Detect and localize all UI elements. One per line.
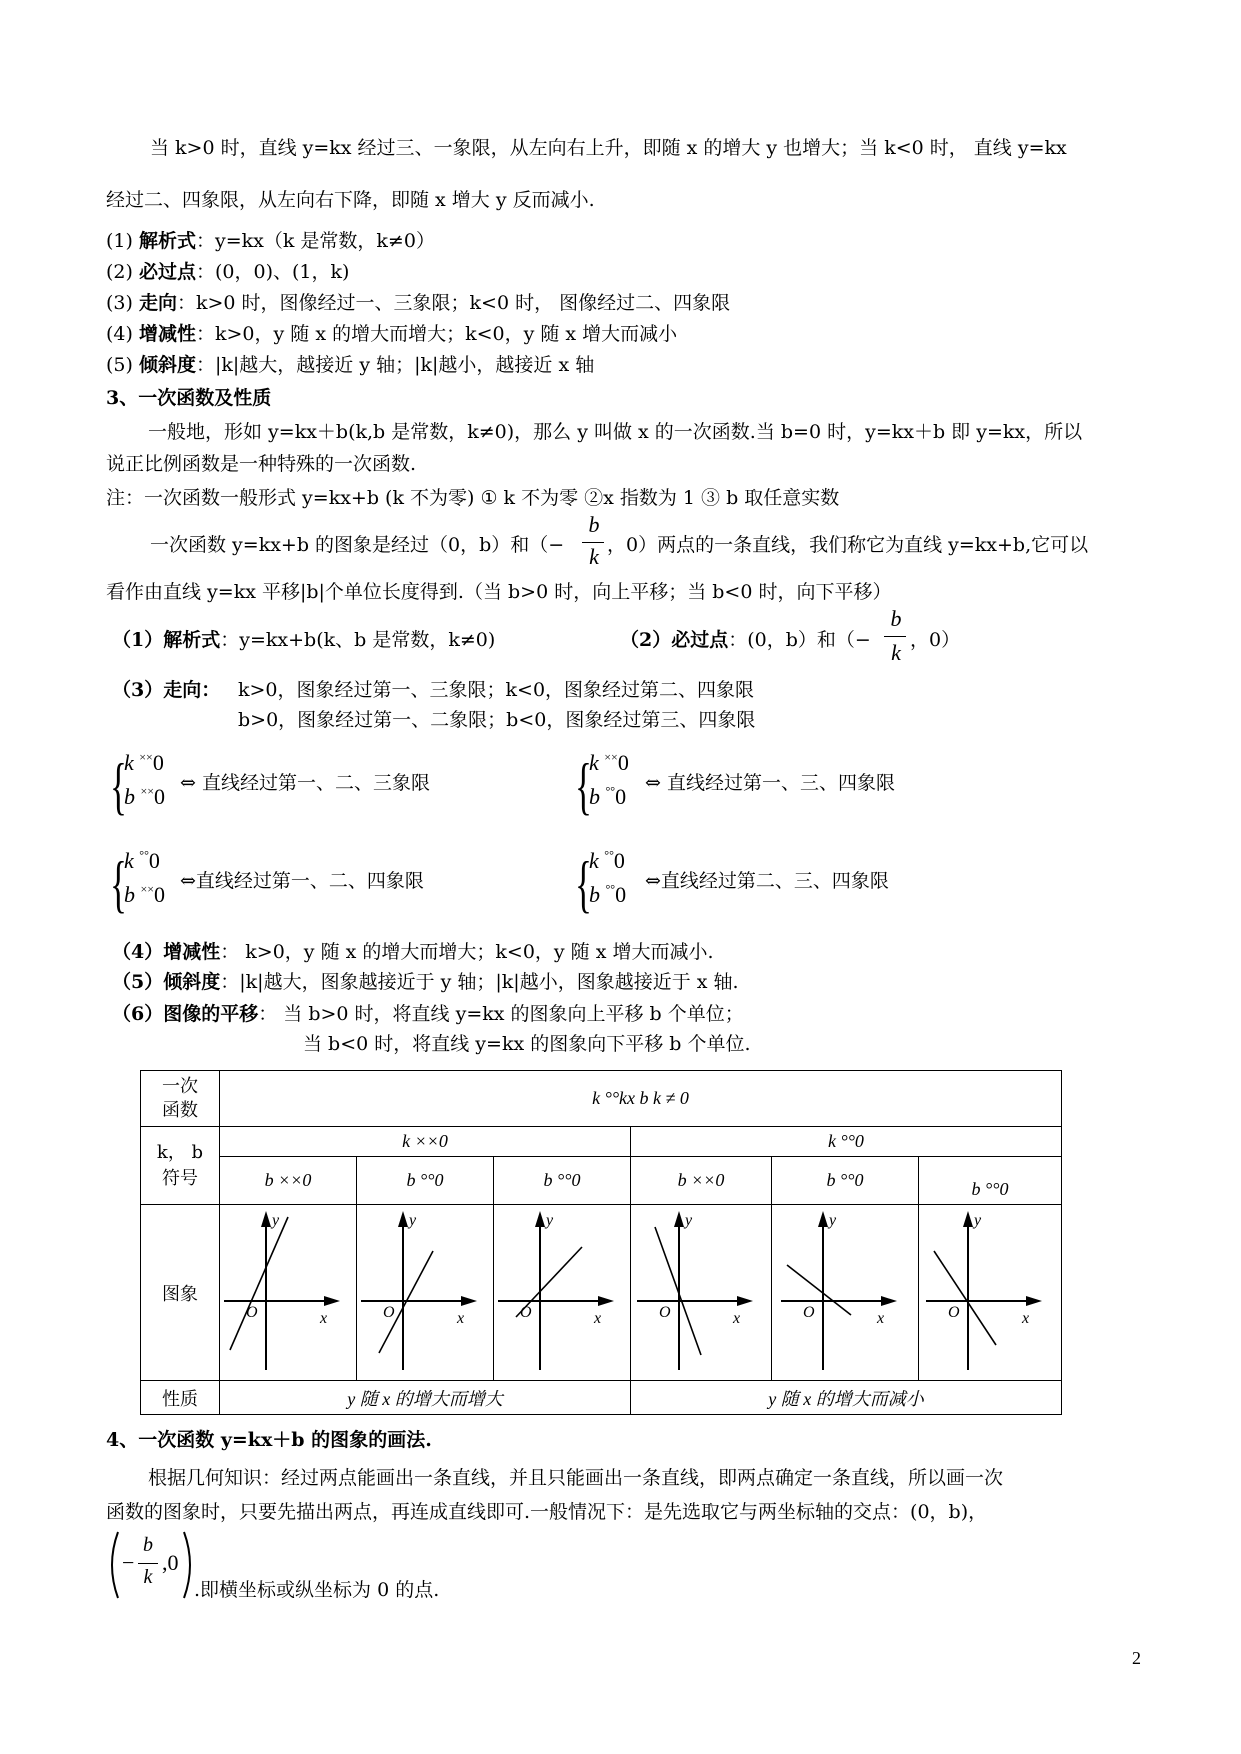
graph-line [230, 1217, 288, 1350]
x-axis-arrow [461, 1296, 477, 1306]
prop1-item: (5) 倾斜度：|k|越大，越接近 y 轴；|k|越小，越接近 x 轴 [106, 354, 595, 376]
system-k-row: k °°0 [589, 848, 625, 873]
system-b-row: b ××0 [124, 784, 166, 809]
linear-prop-4: （4）增减性： k>0，y 随 x 的增大而增大；k<0，y 随 x 增大而减小. [112, 941, 714, 963]
y-label: y [546, 1212, 554, 1229]
table-head-function: 一次 函数 [141, 1071, 220, 1127]
linear-prop-6: （6）图像的平移： 当 b>0 时，将直线 y=kx 的图象向上平移 b 个单位； [112, 1003, 744, 1025]
y-axis-arrow [398, 1211, 408, 1227]
table-head-graph: 图象 [141, 1205, 220, 1381]
linear-prop-2: （2）必过点：(0，b）和（− [620, 629, 871, 651]
line-graph [777, 1205, 913, 1375]
section3-para1-line1: 一般地，形如 y=kx＋b(k,b 是常数，k≠0)，那么 y 叫做 x 的一次函数.当 b=0 时，y=kx＋b 即 y=kx，所以 [148, 421, 1083, 443]
graph-line [787, 1265, 851, 1315]
brace: { [575, 750, 592, 821]
x-axis-arrow [598, 1296, 614, 1306]
y-label: y [272, 1212, 280, 1229]
point-minus: − [122, 1550, 135, 1575]
origin-label: O [383, 1304, 395, 1321]
table-k-negative: k °°0 [631, 1127, 1062, 1157]
x-label: x [877, 1310, 885, 1327]
brace: { [110, 750, 127, 821]
table-b-sign: b ××0 [220, 1157, 357, 1205]
origin-label: O [246, 1304, 258, 1321]
brace: { [575, 848, 592, 919]
frac-denominator-2: k [891, 640, 901, 665]
system-k-row: k ××0 [589, 750, 629, 775]
graph-line [934, 1251, 996, 1345]
table-head-property: 性质 [141, 1381, 220, 1415]
table-head-signs: k， b 符号 [141, 1127, 220, 1205]
y-label: y [974, 1212, 982, 1229]
brace: { [110, 848, 127, 919]
frac-bar [582, 542, 604, 543]
section4-heading: 4、一次函数 y=kx＋b 的图象的画法. [106, 1429, 432, 1451]
graph-cell [919, 1205, 1062, 1381]
x-axis-arrow [737, 1296, 753, 1306]
section3-para3: 看作由直线 y=kx 平移|b|个单位长度得到.（当 b>0 时，向上平移；当 b<0 时，向下平移） [106, 581, 892, 603]
point-frac-bar [138, 1563, 158, 1564]
linear-prop-3: （3）走向： [112, 679, 221, 701]
frac-numerator: b [588, 512, 600, 537]
table-b-sign: b °°0 [494, 1157, 631, 1205]
system-b-row: b °°0 [589, 882, 627, 907]
frac-bar-2 [884, 636, 906, 637]
x-label: x [733, 1310, 741, 1327]
line-graph [357, 1205, 493, 1375]
section3-note: 注：一次函数一般形式 y=kx+b (k 不为零) ① k 不为零 ②x 指数为 1 ③ b 取任意实数 [106, 487, 840, 509]
x-label: x [320, 1310, 328, 1327]
graph-cell [772, 1205, 919, 1381]
y-axis-arrow [963, 1211, 973, 1227]
origin-label: O [948, 1304, 960, 1321]
linear-prop-6-line2: 当 b<0 时，将直线 y=kx 的图象向下平移 b 个单位. [303, 1033, 751, 1055]
section4-line1: 根据几何知识：经过两点能画出一条直线，并且只能画出一条直线，即两点确定一条直线，所以画一次 [148, 1467, 1004, 1489]
system-k-row: k °°0 [124, 848, 160, 873]
y-label: y [409, 1212, 417, 1229]
point-zero: ,0 [162, 1550, 179, 1575]
graph-cell [631, 1205, 772, 1381]
origin-label: O [520, 1304, 532, 1321]
linear-prop-5: （5）倾斜度：|k|越大，图象越接近于 y 轴；|k|越小，图象越接近于 x 轴. [112, 971, 739, 993]
x-label: x [1022, 1310, 1030, 1327]
graph-cell [220, 1205, 357, 1381]
table-b-sign: b ××0 [631, 1157, 772, 1205]
section4-line2: 函数的图象时，只要先描出两点，再连成直线即可.一般情况下：是先选取它与两坐标轴的交点：(0，b)， [106, 1501, 988, 1523]
system-result: ⇔直线经过第二、三、四象限 [645, 870, 889, 892]
y-label: y [829, 1212, 837, 1229]
system-k-row: k ××0 [124, 750, 164, 775]
line-graph [922, 1205, 1058, 1375]
x-label: x [457, 1310, 465, 1327]
frac-numerator-2: b [890, 606, 902, 631]
line-graph [633, 1205, 769, 1375]
x-axis-arrow [324, 1296, 340, 1306]
y-axis-arrow [535, 1211, 545, 1227]
x-axis-arrow [1026, 1296, 1042, 1306]
table-prop-increasing: y 随 x 的增大而增大 [220, 1381, 631, 1415]
y-label: y [685, 1212, 693, 1229]
section3-para2-a: 一次函数 y=kx+b 的图象是经过（0，b）和（− [150, 534, 565, 556]
line-graph [220, 1205, 356, 1375]
origin-label: O [659, 1304, 671, 1321]
system-result: ⇔ 直线经过第一、三、四象限 [645, 772, 895, 794]
point-numerator: b [143, 1534, 153, 1556]
system-result: ⇔ 直线经过第一、二、三象限 [180, 772, 430, 794]
prop1-item: (4) 增减性：k>0，y 随 x 的增大而增大；k<0，y 随 x 增大而减小 [106, 323, 678, 345]
origin-label: O [803, 1304, 815, 1321]
frac-denominator: k [589, 544, 599, 569]
table-prop-decreasing: y 随 x 的增大而减小 [631, 1381, 1062, 1415]
section3-para2-b: ，0）两点的一条直线，我们称它为直线 y=kx+b,它可以 [607, 534, 1089, 556]
y-axis-arrow [261, 1211, 271, 1227]
y-axis-arrow [674, 1211, 684, 1227]
section4-tail: .即横坐标或纵坐标为 0 的点. [194, 1579, 440, 1601]
page-number: 2 [1132, 1648, 1141, 1668]
linear-prop-2-tail: ，0） [910, 629, 961, 651]
prop1-item: (2) 必过点：(0，0)、(1，k) [106, 261, 350, 283]
point-denominator: k [143, 1566, 153, 1588]
system-b-row: b °°0 [589, 784, 627, 809]
linear-prop-3-line2: b>0，图象经过第一、二象限；b<0，图象经过第三、四象限 [238, 709, 756, 731]
table-k-positive: k ××0 [220, 1127, 631, 1157]
table-b-sign: b °°0 [919, 1157, 1062, 1205]
system-result: ⇔直线经过第一、二、四象限 [180, 870, 424, 892]
y-axis-arrow [818, 1211, 828, 1227]
table-formula: k °°kx b k ≠ 0 [220, 1071, 1062, 1127]
line-graph [494, 1205, 630, 1375]
prop1-item: (3) 走向：k>0 时，图像经过一、三象限；k<0 时， 图像经过二、四象限 [106, 292, 731, 314]
x-label: x [594, 1310, 602, 1327]
linear-prop-1: （1）解析式：y=kx+b(k、b 是常数，k≠0) [112, 629, 496, 651]
intro-line-2: 经过二、四象限，从左向右下降，即随 x 增大 y 反而减小. [106, 189, 595, 211]
point-formula [106, 1530, 196, 1600]
prop1-item: (1) 解析式：y=kx（k 是常数，k≠0） [106, 230, 435, 252]
table-b-sign: b °°0 [772, 1157, 919, 1205]
graph-cell [357, 1205, 494, 1381]
intro-line-1: 当 k>0 时，直线 y=kx 经过三、一象限，从左向右上升，即随 x 的增大 y 也增大；当 k<0 时， 直线 y=kx [150, 137, 1067, 159]
paren-left [106, 1530, 120, 1600]
summary-table [140, 1070, 1062, 1415]
x-axis-arrow [881, 1296, 897, 1306]
table-b-sign: b °°0 [357, 1157, 494, 1205]
system-b-row: b ××0 [124, 882, 166, 907]
section3-para1-line2: 说正比例函数是一种特殊的一次函数. [106, 453, 417, 475]
section3-heading: 3、一次函数及性质 [106, 387, 272, 409]
linear-prop-3-line1: k>0，图象经过第一、三象限；k<0，图象经过第二、四象限 [238, 679, 755, 701]
graph-cell [494, 1205, 631, 1381]
